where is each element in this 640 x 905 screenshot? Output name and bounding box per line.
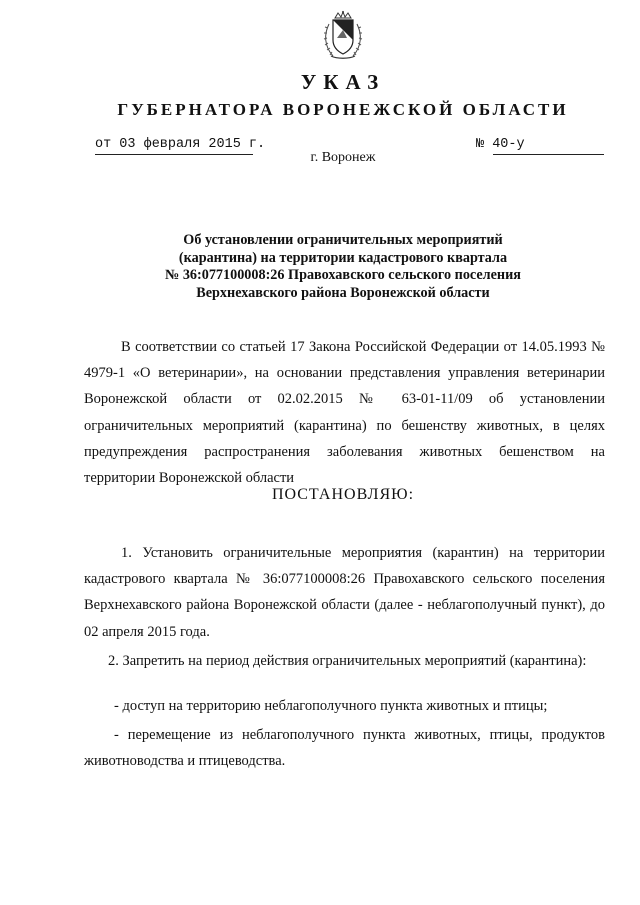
clause-1: 1. Установить ограничительные мероприятия (карантин) на территории кадастрового квартала № 36:077100008:26 Правохавского сельского поселения Верхнехавского района Воронежской области (далее - неблагополучный пункт), до 02 апреля 2015 года. [84,545,605,640]
city: г. Воронеж [310,150,376,165]
clause-2: 2. Запретить на период действия ограничительных мероприятий (карантина): [108,653,587,669]
heading-line: (карантина) на территории кадастрового квартала [178,249,508,266]
issuer-subtitle: ГУБЕРНАТОРА ВОРОНЕЖСКОЙ ОБЛАСТИ [117,100,569,119]
document-heading [100,232,586,302]
preamble-paragraph: В соответствии со статьей 17 Закона Российской Федерации от 14.05.1993 № 4979-1 «О ветеринарии», на основании представления управления ветеринарии Воронежской области от 02.02.2015 № 63-01-11/09 об установлении ограничительных мероприятий (карантина) по бешенству животных, в целях предупреждения распространения заболевания животных бешенством на территории Воронежской области [84,339,605,487]
document-date: от 03 февраля 2015 г. [95,137,266,152]
heading-line: № 36:077100008:26 Правохавского сельского поселения [165,267,521,283]
heading-line: Верхнехавского района Воронежской области [196,284,490,301]
document-number: № 40-у [476,137,525,152]
clause-2-bullet-1: - доступ на территорию неблагополучного пункта животных и птицы; [114,698,548,714]
heading-line: Об установлении ограничительных мероприятий [183,232,503,248]
decree-word: ПОСТАНОВЛЯЮ: [271,486,415,503]
coat-of-arms-icon [321,10,365,62]
clause-2-bullet-2: - перемещение из неблагополучного пункта животных, птицы, продуктов животноводства и птицеводства. [84,727,605,770]
document-type-title: УКАЗ [300,70,386,94]
